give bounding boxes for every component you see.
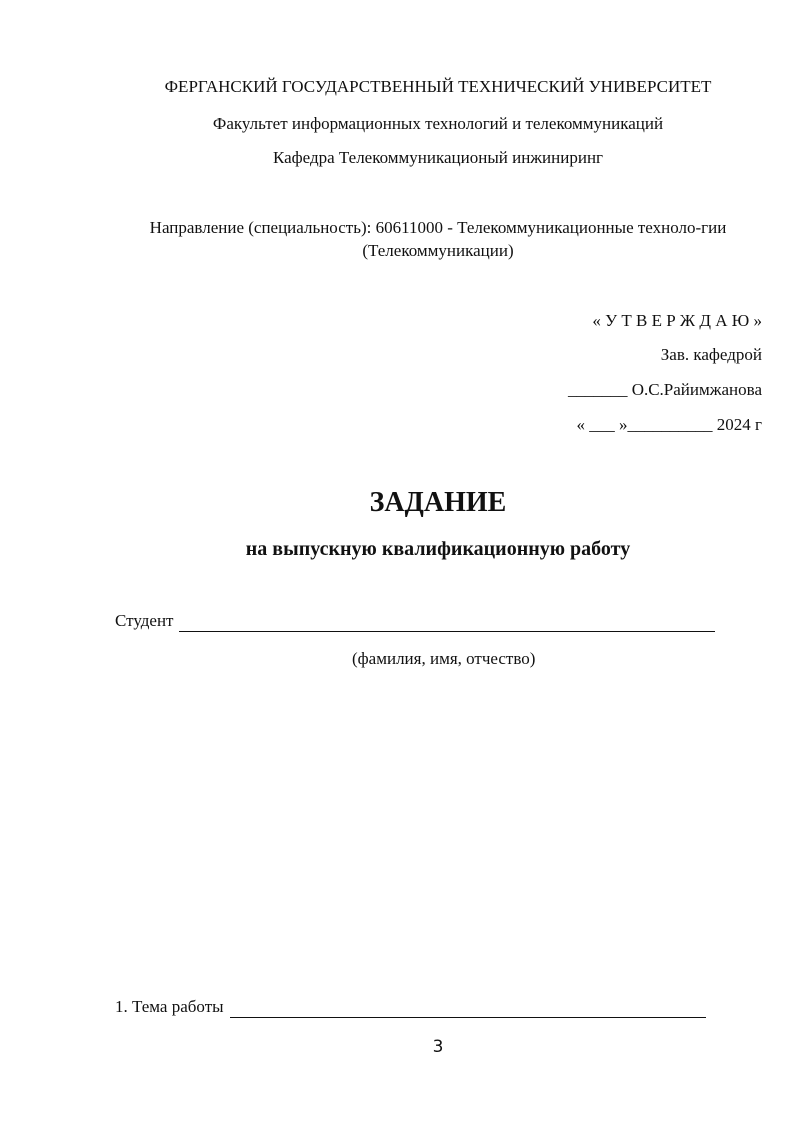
department-name: Кафедра Телекоммуникационый инжиниринг	[272, 148, 604, 167]
approval-signature: _______ О.С.Райимжанова	[567, 380, 762, 399]
student-label: Студент	[115, 611, 174, 630]
student-caption: (фамилия, имя, отчество)	[352, 649, 536, 668]
student-field	[115, 610, 715, 632]
page-number: 3	[432, 1037, 444, 1057]
document-title: ЗАДАНИЕ	[369, 487, 507, 518]
approval-heading: « У Т В Е Р Ж Д А Ю »	[592, 311, 762, 330]
document-subtitle: на выпускную квалификационную работу	[245, 538, 631, 560]
topic-blank-line	[230, 999, 706, 1018]
university-name: ФЕРГАНСКИЙ ГОСУДАРСТВЕННЫЙ ТЕХНИЧЕСКИЙ УНИВЕРСИТЕТ	[164, 77, 712, 96]
approval-position: Зав. кафедрой	[660, 345, 762, 364]
faculty-name: Факультет информационных технологий и телекоммуникаций	[212, 114, 664, 133]
direction-line-1: Направление (специальность): 60611000 - Телекоммуникационные техноло-гии	[149, 218, 727, 237]
direction-line-2: (Телекоммуникации)	[362, 241, 514, 260]
student-blank-line	[179, 613, 715, 632]
topic-field	[115, 996, 706, 1018]
topic-label: 1. Тема работы	[115, 997, 224, 1016]
approval-date: « ___ »__________ 2024 г	[576, 415, 762, 434]
